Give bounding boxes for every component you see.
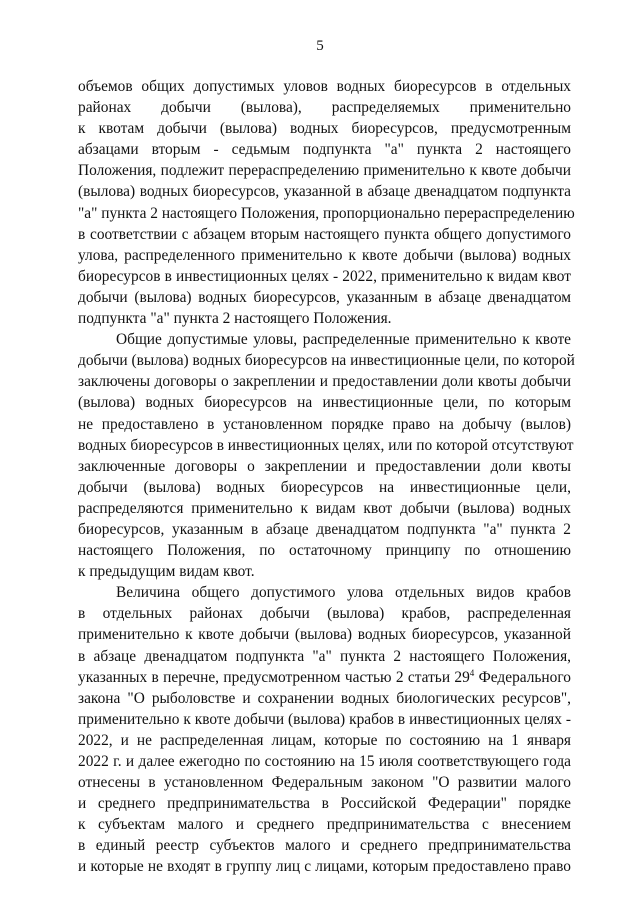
- text-line: [78, 287, 571, 308]
- text-line-content: (вылова) водных биоресурсов, указанной в абзаце двенадцатом подпункта: [78, 183, 571, 201]
- text-line: [78, 118, 571, 139]
- text-line-content: распределяются применительно к видам квот добычи (вылова) водных: [78, 499, 571, 517]
- text-line-content: (вылова) водных биоресурсов на инвестиционные цели, по которым: [78, 394, 571, 412]
- text-line-content: к предыдущим видам квот.: [78, 563, 255, 581]
- text-line-content: биоресурсов, указанным в абзаце двенадцатом подпункта "а" пункта 2: [78, 520, 571, 538]
- document-body: [78, 76, 575, 878]
- text-line: [78, 414, 571, 435]
- text-line-content: к квотам добычи (вылова) водных биоресурсов, предусмотренным: [78, 120, 571, 138]
- text-line: [78, 224, 571, 245]
- text-line-content: заключенные договоры о закреплении и предоставлении доли квоты: [78, 457, 571, 475]
- text-line: [78, 350, 575, 371]
- text-line: [78, 561, 571, 582]
- text-line: [78, 646, 571, 667]
- text-line: [78, 498, 571, 519]
- text-line: [78, 730, 571, 751]
- text-line-content: к субъектам малого и среднего предпринимательства с внесением: [78, 816, 571, 834]
- text-line-content: и среднего предпринимательства в Российской Федерации" порядке: [78, 795, 571, 813]
- text-line-content: и которые не входят в группу лиц с лицами, которым предоставлено право: [78, 858, 571, 876]
- text-line: [78, 793, 571, 814]
- page-number: 5: [316, 38, 324, 54]
- text-line: [78, 477, 571, 498]
- text-line: [78, 245, 571, 266]
- text-line: [78, 456, 571, 477]
- text-line: [78, 667, 571, 688]
- text-line-content: в абзаце двенадцатом подпункта "а" пункта 2 настоящего Положения,: [78, 647, 571, 665]
- text-line-content: в отдельных районах добычи (вылова) крабов, распределенная: [78, 605, 571, 623]
- text-line: [78, 751, 571, 772]
- text-line: [78, 160, 571, 181]
- superscript: 4: [469, 667, 475, 678]
- text-line-content: биоресурсов в инвестиционных целях - 2022, применительно к видам квот: [78, 267, 571, 285]
- text-line: [78, 139, 571, 160]
- text-line: [78, 203, 575, 224]
- text-line: [78, 392, 571, 413]
- text-line-content: улова, распределенного применительно к квоте добычи (вылова) водных: [78, 246, 571, 264]
- text-line-content: абзацами вторым - седьмым подпункта "а" пункта 2 настоящего: [78, 141, 571, 159]
- text-line: [78, 856, 571, 877]
- text-line-content: 2022, и не распределенная лицам, которые по состоянию на 1 января: [78, 731, 571, 749]
- text-line-content: 2022 г. и далее ежегодно по состоянию на 15 июля соответствующего года: [78, 753, 571, 770]
- text-line: [78, 688, 571, 709]
- text-line-content: Положения, подлежит перераспределению применительно к квоте добычи: [78, 162, 571, 180]
- text-line-content: указанных в перечне, предусмотренном частью 2 статьи 29: [78, 668, 470, 686]
- text-line: [78, 371, 571, 392]
- text-line-content: подпункта "а" пункта 2 настоящего Положения.: [78, 310, 392, 328]
- text-line-content: в единый реестр субъектов малого и среднего предпринимательства: [78, 837, 571, 855]
- text-line: [78, 540, 571, 561]
- text-line: [78, 835, 571, 856]
- text-line-content: в соответствии с абзацем вторым настоящего пункта общего допустимого: [78, 225, 571, 243]
- text-line: [78, 329, 571, 350]
- text-line: [78, 266, 571, 287]
- text-line-content: районах добычи (вылова), распределяемых применительно: [78, 99, 571, 117]
- text-line: [78, 97, 571, 118]
- text-line: [78, 624, 571, 645]
- text-line: [78, 709, 571, 730]
- text-line: [78, 181, 571, 202]
- text-line-content: добычи (вылова) водных биоресурсов на инвестиционные цели, по которой: [78, 352, 575, 370]
- text-line-content: Общие допустимые уловы, распределенные применительно к квоте: [116, 331, 571, 349]
- text-line: [78, 435, 574, 456]
- text-line-content: настоящего Положения, по остаточному принципу по отношению: [78, 542, 571, 560]
- text-line-content: закона "О рыболовстве и сохранении водных биологических ресурсов",: [78, 689, 571, 707]
- text-line-content: применительно к квоте добычи (вылова) водных биоресурсов, указанной: [78, 626, 571, 644]
- text-line-content: добычи (вылова) водных биоресурсов на инвестиционные цели,: [78, 478, 571, 496]
- text-line-content: применительно к квоте добычи (вылова) крабов в инвестиционных целях -: [78, 710, 571, 728]
- text-line: [78, 308, 571, 329]
- text-line-content: отнесены в установленном Федеральным законом "О развитии малого: [78, 774, 571, 792]
- text-line-content: водных биоресурсов в инвестиционных целях, или по которой отсутствуют: [78, 436, 574, 454]
- text-line-content: заключены договоры о закреплении и предоставлении доли квоты добычи: [78, 373, 571, 391]
- text-line: [78, 603, 571, 624]
- text-line: [78, 519, 571, 540]
- text-line-content: объемов общих допустимых уловов водных биоресурсов в отдельных: [78, 78, 571, 95]
- text-line-content: Величина общего допустимого улова отдельных видов крабов: [116, 584, 571, 602]
- text-line: [78, 76, 571, 97]
- text-line-content: добычи (вылова) водных биоресурсов, указанным в абзаце двенадцатом: [78, 288, 571, 306]
- text-line: [78, 772, 571, 793]
- text-line: [78, 814, 571, 835]
- text-line-continuation: Федерального: [474, 668, 571, 686]
- text-line: [78, 582, 571, 603]
- text-line-content: "а" пункта 2 настоящего Положения, пропорционально перераспределению: [78, 204, 575, 222]
- text-line-content: не предоставлено в установленном порядке право на добычу (вылов): [78, 415, 571, 433]
